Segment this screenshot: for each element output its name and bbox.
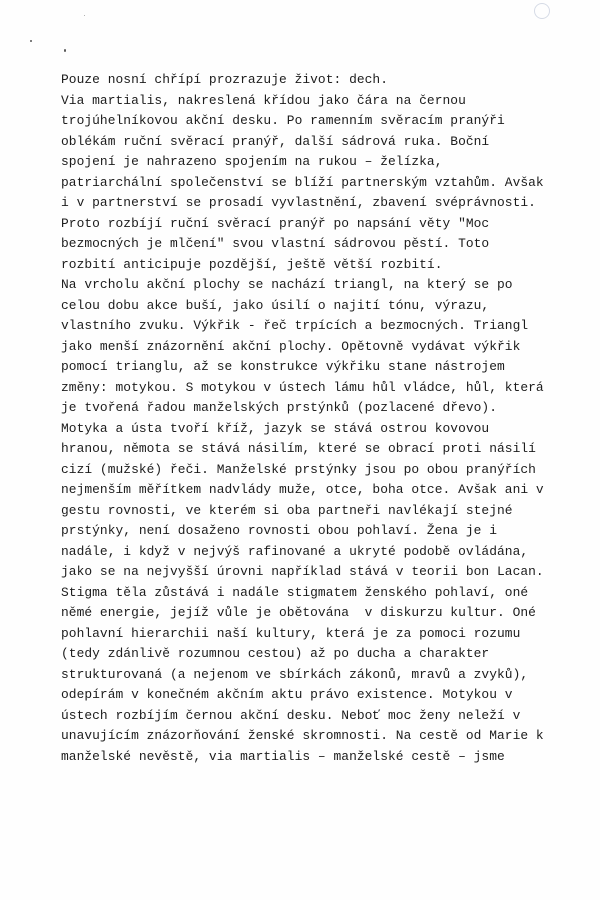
ink-speck	[84, 15, 85, 16]
text-line: jako se na nejvyšší úrovni například stává v teorii bon Lacan.	[61, 564, 544, 579]
text-line: Pouze nosní chřípí prozrazuje život: dech.	[61, 72, 388, 87]
text-line: odepírám v konečném akčním aktu právo existence. Motykou v	[61, 687, 513, 702]
text-line: oblékám ruční svěrací pranýř, další sádrová ruka. Boční	[61, 133, 490, 149]
text-line: Proto rozbíjí ruční svěrací pranýř po napsání věty "Moc	[61, 215, 490, 231]
text-line: i v partnerství se prosadí vyvlastnění, zbavení svéprávnosti.	[61, 195, 536, 210]
text-line: je tvořená řadou manželských prstýnků (pozlacené dřevo).	[61, 400, 497, 415]
text-line: vlastního zvuku. Výkřik - řeč trpících a bezmocných. Triangl	[61, 318, 529, 333]
text-line: cizí (mužské) řeči. Manželské prstýnky jsou po obou pranýřích	[61, 461, 536, 477]
text-line: hranou, němota se stává násilím, které se obrací proti násilí	[61, 441, 536, 456]
text-line: Na vrcholu akční plochy se nachází triangl, na který se po	[61, 277, 513, 292]
text-line: pohlavní hierarchii naší kultury, která je za pomoci rozumu	[61, 625, 521, 641]
document-body	[61, 70, 596, 767]
text-line: prstýnky, není dosaženo rovnosti obou pohlaví. Žena je i	[61, 523, 497, 538]
text-line: ústech rozbíjím černou akční desku. Neboť moc ženy neleží v	[61, 707, 521, 723]
ink-speck	[30, 40, 32, 42]
text-line: nadále, i když v nejvýš rafinované a ukryté podobě ovládána,	[61, 543, 529, 559]
text-line: pomocí trianglu, až se konstrukce výkřiku stane nástrojem	[61, 359, 505, 374]
ink-speck	[64, 49, 66, 52]
scan-registration-mark	[534, 3, 550, 19]
text-line: Via martialis, nakreslená křídou jako čára na černou	[61, 92, 466, 108]
text-line: unavujícím znázorňování ženské skromnosti. Na cestě od Marie k	[61, 728, 544, 743]
text-line: trojúhelníkovou akční desku. Po ramenním svěracím pranýři	[61, 113, 505, 128]
text-line: strukturovaná (a nejenom ve sbírkách zákonů, mravů a zvyků),	[61, 666, 529, 682]
text-line: němé energie, jejíž vůle je obětována v diskurzu kultur. Oné	[61, 605, 536, 620]
text-line: rozbití anticipuje pozdější, ještě větší rozbití.	[61, 256, 443, 272]
text-line: gestu rovnosti, ve kterém si oba partneři navlékají stejné	[61, 502, 513, 518]
text-line: jako menší znázornění akční plochy. Opětovně vydávat výkřik	[61, 338, 521, 354]
text-line: celou dobu akce buší, jako úsilí o najití tónu, výrazu,	[61, 297, 490, 313]
text-line: Motyka a ústa tvoří kříž, jazyk se stává ostrou kovovou	[61, 420, 490, 436]
text-line: manželské nevěstě, via martialis – manželské cestě – jsme	[61, 748, 505, 764]
text-line: spojení je nahrazeno spojením na rukou – želízka,	[61, 154, 443, 169]
text-line: nejmenším měřítkem nadvlády muže, otce, boha otce. Avšak ani v	[61, 482, 544, 497]
text-line: bezmocných je mlčení" svou vlastní sádrovou pěstí. Toto	[61, 236, 490, 251]
text-line: (tedy zdánlivě rozumnou cestou) až po ducha a charakter	[61, 646, 490, 661]
text-line: změny: motykou. S motykou v ústech lámu hůl vládce, hůl, která	[61, 379, 544, 395]
text-line: patriarchální společenství se blíží partnerským vztahům. Avšak	[61, 174, 544, 190]
text-line: Stigma těla zůstává i nadále stigmatem ženského pohlaví, oné	[61, 584, 529, 600]
